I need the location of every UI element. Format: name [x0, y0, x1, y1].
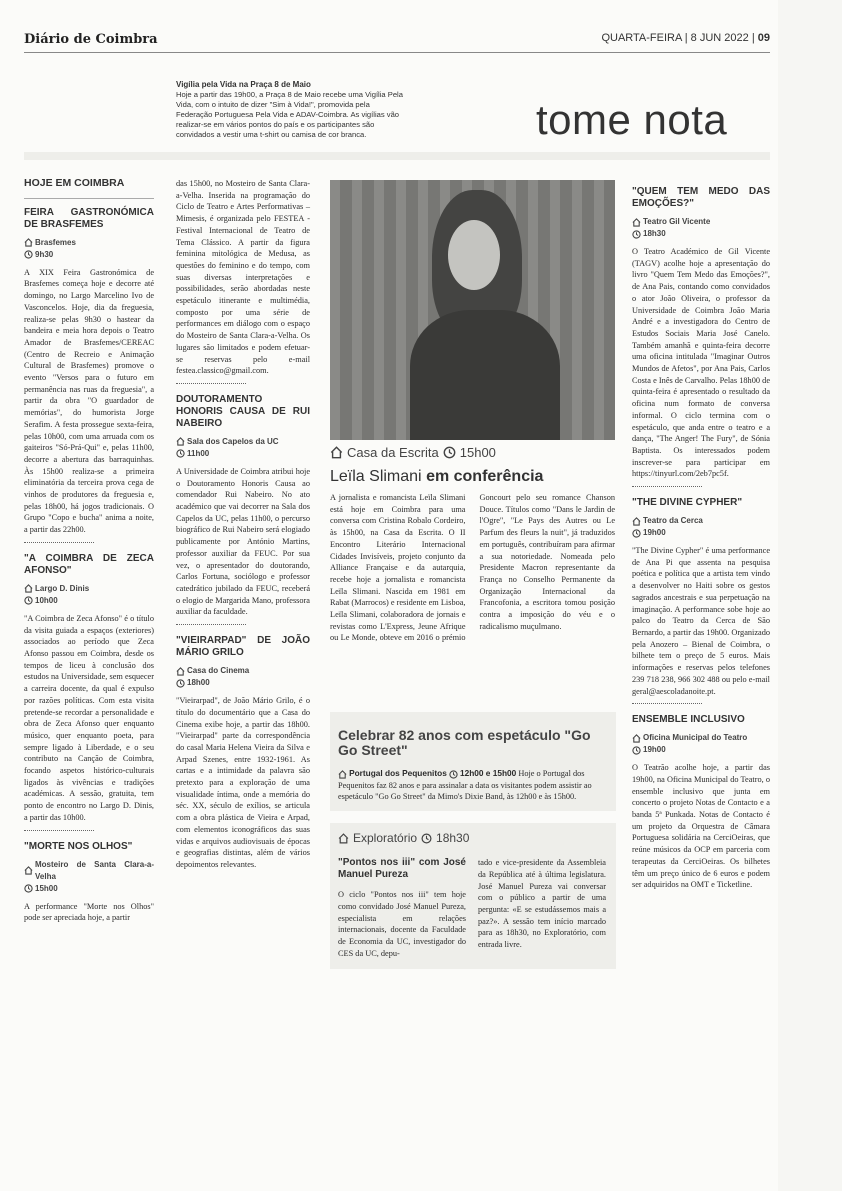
- zeca-title: "A COIMBRA DE ZECA AFONSO": [24, 552, 154, 576]
- cypher-time: 19h00: [643, 528, 666, 538]
- pequenitos-text-block: [338, 768, 606, 803]
- clock-icon: [632, 529, 641, 538]
- feature-time: 15h00: [459, 445, 496, 460]
- house-icon: [24, 238, 33, 247]
- exploratorio-left-text: O ciclo "Pontos nos iii" tem hoje como convidado José Manuel Pureza, especialista em relações internacionais, docente da Faculdade de Economia da UC, investigador do CES da UC, depu-: [338, 890, 466, 958]
- clock-icon: [632, 230, 641, 239]
- house-icon: [632, 734, 641, 743]
- medo-text: O Teatro Académico de Gil Vicente (TAGV) acolhe hoje a apresentação do livro "Quem Tem Medo das Emoções?", de Ana Pais, contando como convidados o ator João Oliveira, o professor da Universidade de Coimbra João Maria André e a investigadora do Centro de Estudos Sociais Maria José Canelo. Também amanhã e quinta-feira decorre uma oficina intitulada "Imaginar Outros Mundos de Afetos", por Ana Pais, Carlos Costa e Inês de Carvalho. Pelas 18h00 de quinta-feira é apresentado o resultado da oficina num formato de conversa informal. O ciclo termina com o espetáculo, que anda entre o teatro e a dança, "The Anger! The Fury", de Sónia Baptista. Os interessados podem inscrever-se para participar em https://tinyurl.com/2eb7pc5f.: [632, 247, 770, 479]
- exploratorio-columns: [338, 857, 606, 959]
- house-icon: [24, 866, 33, 875]
- exploratorio-title: "Pontos nos iii" com José Manuel Pureza: [338, 857, 466, 881]
- clock-icon: [449, 770, 458, 779]
- ensemble-place: Oficina Municipal do Teatro: [643, 733, 748, 743]
- house-icon: [338, 770, 347, 779]
- house-icon: [632, 517, 641, 526]
- clock-icon: [176, 679, 185, 688]
- medo-time: 18h30: [643, 229, 666, 238]
- pequenitos-text: Hoje o Portugal dos Pequenitos faz 82 anos e para assinalar a data os visitantes podem assistir ao espetáculo "Go Go Street" da Mimo's Dixie Band, às 12h00 e às 15h00.: [338, 769, 592, 802]
- vieirarpad-place: Casa do Cinema: [187, 666, 250, 676]
- feature-headline-rest: em conferência: [426, 468, 544, 485]
- clock-icon: [24, 884, 33, 893]
- zeca-place: Largo D. Dinis: [35, 583, 90, 593]
- column-2: [176, 178, 310, 875]
- house-icon: [632, 218, 641, 227]
- dotted-separator: [176, 381, 246, 384]
- masthead: [24, 30, 770, 50]
- exploratorio-left: [338, 857, 466, 959]
- page-number: 09: [757, 32, 770, 44]
- clock-icon: [176, 449, 185, 458]
- divider: [24, 198, 154, 199]
- olhos-text: A performance "Morte nos Olhos" pode ser apreciada hoje, a partir: [24, 901, 154, 923]
- doutoramento-title: DOUTORAMENTO HONORIS CAUSA DE RUI NABEIRO: [176, 393, 310, 429]
- olhos-continued: das 15h00, no Mosteiro de Santa Clara-a-Velha. Inserida na programação do Ciclo de Teatro e Artes Performativas – Mimesis, é organizada pelo FESTEA - Festival Internacional de Teatro de Tema Clássico. A partir da figura feminina mitológica de Medusa, as questões do feminino e do tempo, com suas diversas interpretações e possibilidades, serão abordadas neste espetáculo itinerante e multimédia, composto por uma série de performances em diálogo com o espaço do Mosteiro de Santa Clara-a-Velha. Os lugares são limitados e podem efetuar-se reservas pelo e-mail festea.classico@gmail.com.: [176, 179, 310, 376]
- dateline: [601, 32, 770, 44]
- house-icon: [176, 437, 185, 446]
- vieirarpad-time: 18h00: [187, 678, 210, 688]
- feature-headline: [330, 468, 615, 486]
- section-title: tome nota: [536, 96, 728, 143]
- column-1: [24, 178, 154, 928]
- feira-meta: [24, 237, 154, 261]
- pequenitos-title: Celebrar 82 anos com espetáculo "Go Go Street": [338, 727, 591, 758]
- dotted-separator: [632, 701, 702, 704]
- vieirarpad-text: "Vieirarpad", de João Mário Grilo, é o título do documentário que a Casa do Cinema exibe hoje, a partir das 18h00. "Vieirarpad" parte da correspondência do casal Maria Helena Vieira da Silva e Arpad Szenes, entre 1932-1961. As cartas e a intimidade da palavra são pretexto para a exploração de uma visualidade íntima, onde a memória do séc. XX, século de exílios, se articula com a obra plástica de Vieira e Arpad, com elementos iconográficos das suas vidas e arquivos audiovisuais de épocas e geografias distintas, além de vários depoimentos relevantes.: [176, 696, 310, 869]
- exploratorio-place: Exploratório: [353, 831, 418, 846]
- ensemble-text: O Teatrão acolhe hoje, a partir das 19h00, na Oficina Municipal do Teatro, o ensemble inclusivo que junta em concerto o projeto Notas de Contacto e a banda 5ª Punkada. Notas de Contacto é um projeto da Orquestra de Câmara Portuguesa solidária na CerciOeiras, que reúne músicos da OCP em parceria com terapeutas da CerciOeiras. Os bilhetes têm um preço único de 6 euros e podem ser adquiridos na OMT e Ticketline.: [632, 763, 770, 890]
- ensemble-meta: [632, 732, 770, 756]
- olhos-title: "MORTE NOS OLHOS": [24, 840, 133, 852]
- feira-time: 9h30: [35, 249, 54, 259]
- medo-title: "QUEM TEM MEDO DAS EMOÇÕES?": [632, 186, 770, 209]
- clock-icon: [24, 596, 33, 605]
- newspaper-brand: Diário de Coimbra: [24, 32, 158, 47]
- feira-text: A XIX Feira Gastronómica de Brasfemes começa hoje e decorre até domingo, no Largo Marcelino Ivo de Vasconcelos. Hoje, dia da freguesia, realiza-se pelas 9h30 o hastear da bandeira e meia hora depois o Teatro Amador de Brasfemes/CEREAC (Centro de Recreio e Animação Cultural de Brasfemes) promove o evento "Versos para o futuro em permanência nas ruas da freguesia", a partir da obra "O guardador de memórias", do humorista Jorge Serafim. A festa prossegue sexta-feira, pelas 10h00, com uma arruada com os gaiteiros "Só-Prá-Qui" e, pelas 11h00, decorre a abertura das barraquinhas. Às 15h00 realiza-se a primeira eliminatória da terceira prova cega de vinhos de produtores da freguesia e, pelas 18h00, há jogos tradicionais. O Grupo "Copo e bucha" anima a noite, a partir das 22h00.: [24, 267, 154, 535]
- feature-headline-name: Leïla Slimani: [330, 468, 422, 485]
- clock-icon: [421, 833, 432, 844]
- dotted-separator: [24, 828, 94, 831]
- vigilia-brief: [176, 80, 406, 140]
- cypher-place: Teatro da Cerca: [643, 516, 703, 526]
- photo-face: [448, 220, 500, 290]
- house-icon: [24, 584, 33, 593]
- dotted-separator: [24, 540, 94, 543]
- dotted-separator: [632, 484, 702, 487]
- page-margin: [778, 0, 842, 1191]
- hoje-em-coimbra-heading: HOJE EM COIMBRA: [24, 177, 125, 189]
- pequenitos-box: [330, 712, 616, 811]
- feature-place: Casa da Escrita: [347, 445, 439, 460]
- feira-title: FEIRA GASTRONÓMICA DE BRASFEMES: [24, 206, 154, 230]
- column-4: [632, 178, 770, 895]
- dotted-separator: [176, 622, 246, 625]
- cypher-text: "The Divine Cypher" é uma performance de Ana Pi que assenta na pesquisa poética e política que a artista tem vindo a desenvolver no Haiti sobre os gestos sagrados ancestrais e sua perpetuação na imaginação. A performance sobe hoje ao palco do Teatro da Cerca de São Bernardo, a partir das 19h00. Organizado pela Anozero – Bienal de Coimbra, o bilhete tem o preço de 5 euros. Mais informações e reservas pelos telefones 239 718 238, 966 302 488 ou pelo e-mail geral@aescoladanoite.pt.: [632, 546, 770, 696]
- zeca-time: 10h00: [35, 595, 58, 605]
- pequenitos-place: Portugal dos Pequenitos: [349, 768, 447, 778]
- cypher-title: "THE DIVINE CYPHER": [632, 497, 743, 509]
- vieirarpad-title: "VIEIRARPAD" DE JOÃO MÁRIO GRILO: [176, 635, 310, 659]
- exploratorio-meta: [338, 831, 606, 845]
- header-band: [24, 152, 770, 160]
- zeca-meta: [24, 583, 154, 607]
- doutoramento-meta: [176, 436, 310, 460]
- feature-meta: [330, 445, 615, 460]
- exploratorio-box: [330, 823, 616, 969]
- exploratorio-time: 18h30: [436, 831, 470, 846]
- clock-icon: [443, 446, 456, 459]
- house-icon: [338, 833, 349, 844]
- issue-date: QUARTA-FEIRA | 8 JUN 2022 |: [601, 32, 755, 44]
- ensemble-title: ENSEMBLE INCLUSIVO: [632, 714, 745, 726]
- feature-body: [330, 492, 615, 644]
- feature-article: [330, 445, 615, 644]
- grey-boxes: [330, 712, 616, 969]
- feature-paragraph: A jornalista e romancista Leïla Slimani está hoje em Coimbra para uma conversa com Cristina Robalo Cordeiro, às 15h00, na Casa da Escrita. O II Encontro Literário Internacional Cidades Invisíveis, projeto conjunto da Alliance Française e da autarquia, recebe hoje a jornalista e romancista Leïla Slimani. Nascida em 1981 em Rabat (Marrocos) e residente em Lisboa, Leïla Slimani, colaboradora de jornais e revistas como L'Express, Jeune Afrique ou Le Monde, obteve em 2016 o prémio Goncourt pelo seu romance Chanson Douce. Títulos como "Dans le Jardin de l'Ogre", "Le Pays des Autres ou Le Parfum des fleurs la nuit", já traduzidos em português, contribuíram para afirmar a sua notoriedade. Nomeada pelo Presidente Macron representante da França no Conselho Permanente da Organização Internacional da Francofonia, a escritora tomou posição contra a imposição do véu e o radicalismo muçulmano.: [330, 493, 615, 643]
- house-icon: [176, 667, 185, 676]
- photo-body: [410, 310, 560, 440]
- house-icon: [330, 446, 343, 459]
- vigilia-text: Hoje a partir das 19h00, a Praça 8 de Maio recebe uma Vigília Pela Vida, com o intuito de dizer "Sim à Vida!", promovida pela Federação Portuguesa Pela Vida e ADAV-Coimbra. As vigílias vão realizar-se em vários pontos do país e os participantes são convidados a vestir uma t-shirt ou camisa de cor branca.: [176, 90, 403, 139]
- ensemble-time: 19h00: [643, 745, 666, 755]
- top-rule: [24, 52, 770, 53]
- zeca-text: "A Coimbra de Zeca Afonso" é o título da visita guiada a espaços (exteriores) associados ao período que Zeca Afonso passou em Coimbra, desde os tempos de liceu à conclusão dos estudos na Universidade, sem esquecer a carreira docente, da qual é expulso por razões políticas. Com esta visita pretende-se recordar a personalidade e obra de Zeca Afonso quer enquanto músico, quer enquanto poeta, para sempre ligado à Liberdade, e o seu contributo na Canção de Coimbra, focando aspetos histórico-culturais ligados às vivências e tradições académicas. A sessão, gratuita, tem ponto de encontro no Largo D. Dinis, a partir das 10h00.: [24, 613, 154, 822]
- doutoramento-place: Sala dos Capelos da UC: [187, 436, 279, 446]
- box-separator: [330, 811, 616, 823]
- medo-place: Teatro Gil Vicente: [643, 217, 711, 226]
- olhos-meta: [24, 859, 154, 895]
- olhos-time: 15h00: [35, 883, 58, 893]
- pequenitos-time: 12h00 e 15h00: [459, 768, 517, 778]
- medo-meta: [632, 216, 770, 240]
- vieirarpad-meta: [176, 665, 310, 689]
- feira-place: Brasfemes: [35, 237, 76, 247]
- exploratorio-right-text: tado e vice-presidente da Assembleia da República até à última legislatura. José Manuel Pureza vai conversar com o público a partir de uma pergunta: «E se estudássemos mais a paz?». A sessão tem início marcado para as 18h30, no Exploratório, com entrada livre.: [478, 858, 606, 950]
- clock-icon: [632, 746, 641, 755]
- doutoramento-text: A Universidade de Coimbra atribui hoje o Doutoramento Honoris Causa ao comendador Rui Nabeiro. No ato académico que vai decorrer na Sala dos Capelos da UC, pelas 11h00, o percurso biográfico de Rui Nabeiro será elogiado publicamente por António Martins, professor auxiliar da FEUC. Por sua vez, o apresentador do doutorando, Carlos Fortuna, sociólogo e professor catedrático jubilado da FEUC, receberá o elogio de Margarida Mano, professora auxiliar da faculdade.: [176, 466, 310, 617]
- doutoramento-time: 11h00: [187, 448, 210, 458]
- clock-icon: [24, 250, 33, 259]
- vigilia-title: Vigília pela Vida na Praça 8 de Maio: [176, 80, 311, 89]
- cypher-meta: [632, 515, 770, 539]
- leila-slimani-photo: [330, 180, 615, 440]
- olhos-place: Mosteiro de Santa Clara-a-Velha: [35, 859, 154, 881]
